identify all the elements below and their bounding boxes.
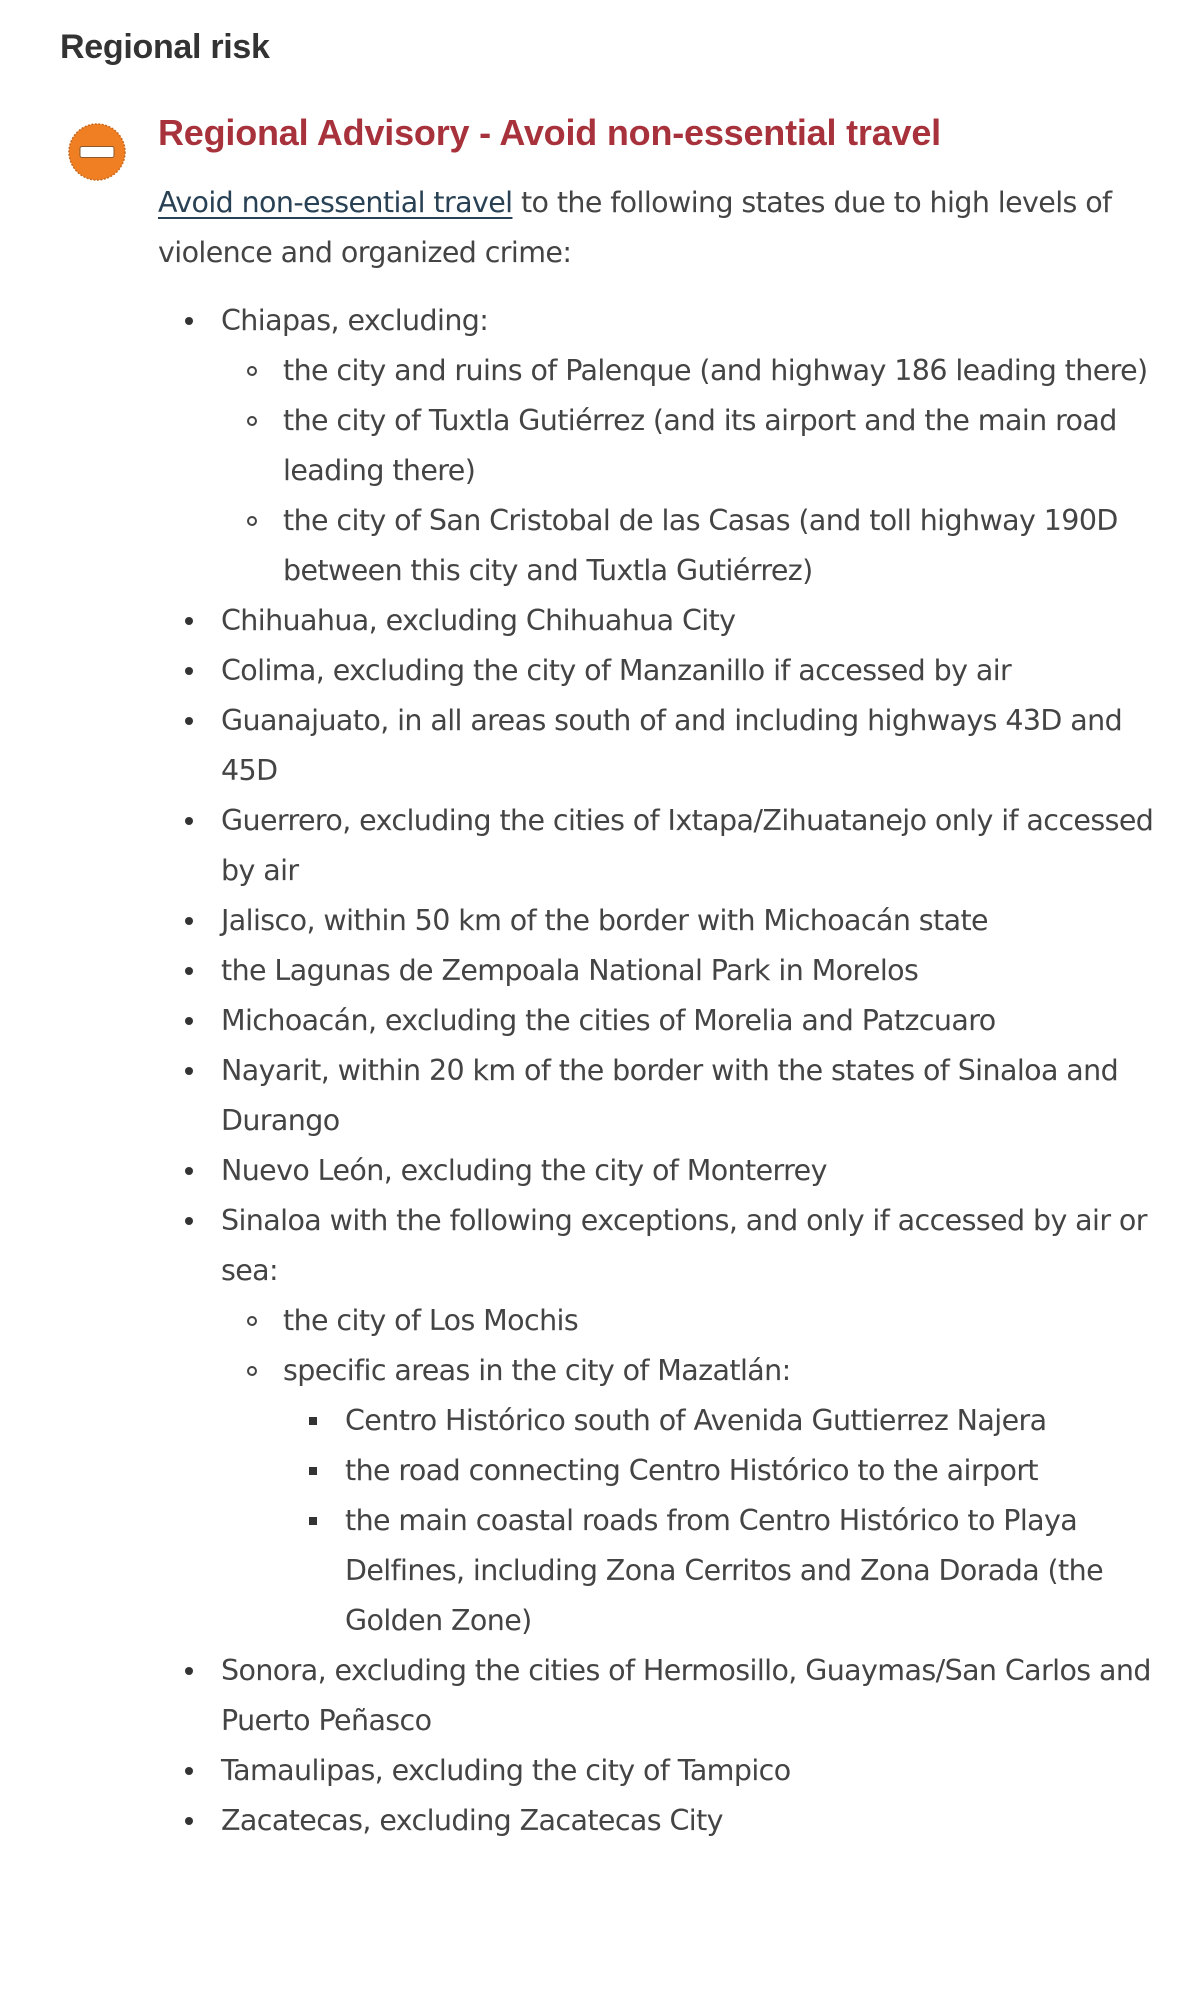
list-item: Guerrero, excluding the cities of Ixtapa/Zihuatanejo only if accessed by air [158,796,1158,896]
list-item: the Lagunas de Zempoala National Park in Morelos [158,946,1158,996]
list-item: Guanajuato, in all areas south of and including highways 43D and 45D [158,696,1158,796]
disc-bullet-icon [185,817,193,825]
circle-bullet-icon [247,416,257,426]
disc-bullet-icon [185,1217,193,1225]
circle-bullet-icon [247,1366,257,1376]
disc-bullet-icon [185,617,193,625]
circle-bullet-icon [247,1316,257,1326]
intro-text: to the following states due to high levels of violence and organized crime: [158,186,1112,269]
disc-bullet-icon [185,317,193,325]
list-item: Nayarit, within 20 km of the border with the states of Sinaloa and Durango [158,1046,1158,1146]
list-item: Sonora, excluding the cities of Hermosillo, Guaymas/San Carlos and Puerto Peñasco [158,1646,1158,1746]
list-item: Nuevo León, excluding the city of Monterrey [158,1146,1158,1196]
list-item: the main coastal roads from Centro Histórico to Playa Delfines, including Zona Cerritos and Zona Dorada (the Golden Zone) [283,1496,1158,1646]
section-title: Regional risk [60,28,270,66]
list-item: Michoacán, excluding the cities of Morelia and Patzcuaro [158,996,1158,1046]
list-item: Chihuahua, excluding Chihuahua City [158,596,1158,646]
disc-bullet-icon [185,1817,193,1825]
square-bullet-icon [309,1467,317,1475]
sub-list [221,1296,1158,1646]
circle-bullet-icon [247,366,257,376]
advisory-intro [158,178,1158,278]
list-item: Colima, excluding the city of Manzanillo if accessed by air [158,646,1158,696]
sub-list [221,346,1158,596]
square-bullet-icon [309,1517,317,1525]
sub-sub-list [283,1396,1158,1646]
list-item: Centro Histórico south of Avenida Guttierrez Najera [283,1396,1158,1446]
advisory-title: Regional Advisory - Avoid non-essential travel [158,112,941,153]
circle-bullet-icon [247,516,257,526]
square-bullet-icon [309,1417,317,1425]
list-item: Zacatecas, excluding Zacatecas City [158,1796,1158,1846]
disc-bullet-icon [185,917,193,925]
list-item: the city of Los Mochis [221,1296,1158,1346]
list-item: specific areas in the city of Mazatlán: Centro Histórico south of Avenida Guttierrez Najera the road connecting Centro Histórico to the airport the main coastal roads from Centro Histórico to Playa Delfines, including Zona Cerritos and Zona Dorada (the Golden Zone) [221,1346,1158,1646]
list-item: the city and ruins of Palenque (and highway 186 leading there) [221,346,1158,396]
list-item: Sinaloa with the following exceptions, and only if accessed by air or sea: the city of Los Mochis specific areas in the city of Mazatlán: Centro Histórico south of Avenida Guttierrez Najera the road connecting Centro Histórico to the airport the main coastal roads from Centro Histórico to Playa Delfines, including Zona Cerritos and Zona Dorada (the Golden Zone) [158,1196,1158,1646]
list-item: Jalisco, within 50 km of the border with Michoacán state [158,896,1158,946]
no-entry-icon [67,122,127,182]
disc-bullet-icon [185,717,193,725]
disc-bullet-icon [185,1167,193,1175]
list-item: Chiapas, excluding: the city and ruins of Palenque (and highway 186 leading there) the city of Tuxtla Gutiérrez (and its airport and the main road leading there) the city of San Cristobal de las Casas (and toll highway 190D between this city and Tuxtla Gutiérrez) [158,296,1158,596]
disc-bullet-icon [185,1667,193,1675]
disc-bullet-icon [185,1767,193,1775]
list-item: Tamaulipas, excluding the city of Tampico [158,1746,1158,1796]
list-item: the road connecting Centro Histórico to the airport [283,1446,1158,1496]
disc-bullet-icon [185,667,193,675]
advisory-body [158,178,1158,1846]
disc-bullet-icon [185,1067,193,1075]
avoid-non-essential-travel-link[interactable]: Avoid non-essential travel [158,186,513,219]
states-list [158,296,1158,1846]
disc-bullet-icon [185,1017,193,1025]
disc-bullet-icon [185,967,193,975]
list-item: the city of San Cristobal de las Casas (and toll highway 190D between this city and Tuxtla Gutiérrez) [221,496,1158,596]
list-item: the city of Tuxtla Gutiérrez (and its airport and the main road leading there) [221,396,1158,496]
